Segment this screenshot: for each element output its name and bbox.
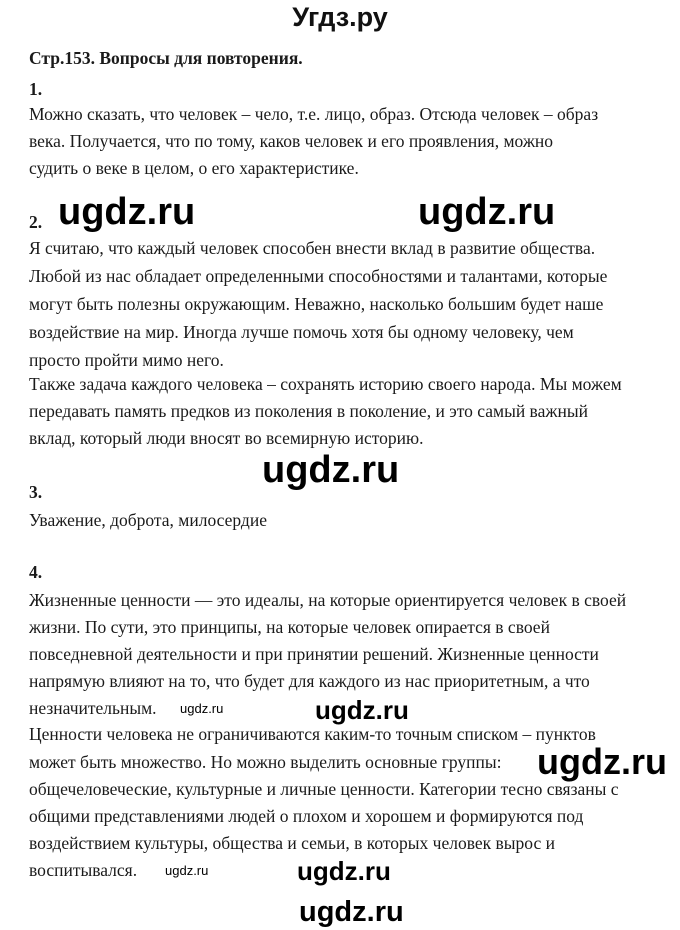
watermark: ugdz.ru xyxy=(315,695,409,725)
answer-4-line: жизни. По сути, это принципы, на которые человек опирается в своей xyxy=(29,617,550,637)
answer-2-line: могут быть полезны окружающим. Неважно, насколько большим будет наше xyxy=(29,294,604,314)
page-heading: Стр.153. Вопросы для повторения. xyxy=(29,48,303,68)
answer-4-line: общими представлениями людей о плохом и хорошем и формируются под xyxy=(29,806,584,826)
answer-4-line: Жизненные ценности — это идеалы, на которые ориентируется человек в своей xyxy=(29,590,627,610)
answer-1-line: Можно сказать, что человек – чело, т.е. лицо, образ. Отсюда человек – образ xyxy=(29,104,599,124)
answer-1-line: судить о веке в целом, о его характеристике. xyxy=(29,158,359,178)
answer-3-line: Уважение, доброта, милосердие xyxy=(29,510,267,530)
answer-2-line: воздействие на мир. Иногда лучше помочь хотя бы одному человеку, чем xyxy=(29,322,574,342)
watermark: ugdz.ru xyxy=(297,856,391,886)
watermark: ugdz.ru xyxy=(58,191,196,233)
watermark: ugdz.ru xyxy=(418,191,556,233)
answer-4-line: общечеловеческие, культурные и личные ценности. Категории тесно связаны с xyxy=(29,779,619,799)
answer-4-line: напрямую влияют на то, что будет для каждого из нас приоритетным, а что xyxy=(29,671,590,691)
watermark: ugdz.ru xyxy=(262,449,400,491)
watermark: ugdz.ru xyxy=(165,863,209,878)
answer-4-line: воспитывался. xyxy=(29,860,138,880)
question-number-3: 3. xyxy=(29,482,43,502)
answer-2-line: Также задача каждого человека – сохранять историю своего народа. Мы можем xyxy=(29,374,622,394)
answer-2-line: передавать память предков из поколения в поколение, и это самый важный xyxy=(29,401,588,421)
watermark: ugdz.ru xyxy=(537,741,667,782)
answer-4-line: Ценности человека не ограничиваются каким-то точным списком – пунктов xyxy=(29,724,596,744)
watermark: ugdz.ru xyxy=(180,701,224,716)
watermark: ugdz.ru xyxy=(299,896,404,928)
question-number-1: 1. xyxy=(29,79,43,99)
question-number-2: 2. xyxy=(29,212,43,232)
answer-4-line: незначительным. xyxy=(29,698,157,718)
answer-4-line: может быть множество. Но можно выделить основные группы: xyxy=(29,752,502,772)
answer-2-line: просто пройти мимо него. xyxy=(29,350,224,370)
answer-4-line: воздействием культуры, общества и семьи, в которых человек вырос и xyxy=(29,833,555,853)
answer-2-line: вклад, который люди вносят во всемирную историю. xyxy=(29,428,424,448)
answer-2-line: Любой из нас обладает определенными способностями и талантами, которые xyxy=(29,266,608,286)
question-number-4: 4. xyxy=(29,562,43,582)
answer-2-line: Я считаю, что каждый человек способен внести вклад в развитие общества. xyxy=(29,238,596,258)
answer-4-line: повседневной деятельности и при принятии решений. Жизненные ценности xyxy=(29,644,599,664)
site-title: Угдз.ру xyxy=(292,2,388,32)
answer-1-line: века. Получается, что по тому, каков человек и его проявления, можно xyxy=(29,131,554,151)
